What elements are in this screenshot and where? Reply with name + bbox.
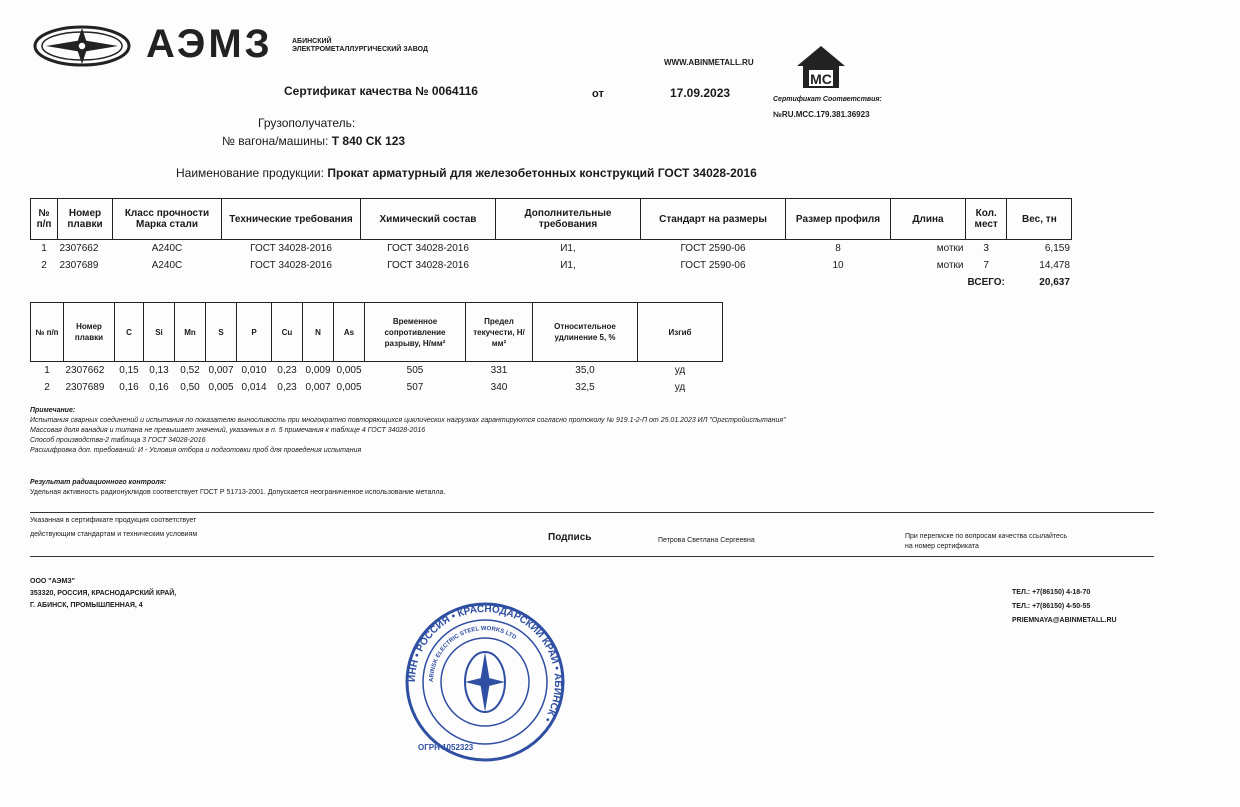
cell: 0,005	[208, 382, 234, 393]
cell: 0,014	[241, 382, 267, 393]
th-n: N	[303, 303, 334, 362]
certificate-title: Сертификат качества № 0064116	[284, 84, 478, 98]
cell: 7	[983, 260, 989, 271]
radiation-title: Результат радиационного контроля:	[30, 479, 167, 486]
cell: 2	[41, 260, 47, 271]
brand-subtitle: АБИНСКИЙ ЭЛЕКТРОМЕТАЛЛУРГИЧЕСКИЙ ЗАВОД	[292, 38, 428, 53]
footer-line: действующим стандартам и техническим условиям	[30, 531, 198, 538]
cell: 0,52	[180, 365, 200, 376]
cell: 0,50	[180, 382, 200, 393]
th-profile: Размер профиля	[786, 199, 891, 240]
cell: 0,010	[241, 365, 267, 376]
cell: 2307689	[65, 382, 105, 393]
cell: А240С	[151, 243, 183, 254]
wagon-label: № вагона/машины:	[222, 134, 329, 148]
th-bend: Изгиб	[638, 303, 723, 362]
conformity-number: №RU.МСС.179.381.36923	[773, 110, 870, 119]
phone[interactable]: ТЕЛ.: +7(86150) 4-18-70	[1012, 589, 1091, 596]
cell: 0,007	[208, 365, 234, 376]
cell: уд	[674, 382, 686, 393]
wagon-number: Т 840 СК 123	[331, 134, 406, 148]
cell: 331	[490, 365, 508, 376]
cell: 0,005	[336, 365, 362, 376]
cell: 340	[490, 382, 508, 393]
signature-label: Подпись	[548, 532, 592, 543]
cell: ГОСТ 34028-2016	[250, 243, 332, 254]
phone[interactable]: ТЕЛ.: +7(86150) 4-50-55	[1012, 603, 1091, 610]
cell: 0,007	[305, 382, 331, 393]
chemistry-table-header	[31, 303, 723, 362]
cell: 2307662	[65, 365, 105, 376]
cell: 0,005	[336, 382, 362, 393]
certificate-date: 17.09.2023	[670, 86, 731, 100]
cell: 0,16	[149, 382, 169, 393]
th-heat: Номер плавки	[58, 199, 113, 240]
cell: 3	[983, 243, 989, 254]
table-row	[31, 362, 723, 380]
footer-line: на номер сертификата	[905, 543, 979, 550]
footer-line: Указанная в сертификате продукция соответствует	[30, 517, 197, 524]
th-heat: Номер плавки	[64, 303, 115, 362]
cell: 0,16	[119, 382, 139, 393]
email[interactable]: PRIEMNAYA@ABINMETALL.RU	[1012, 617, 1117, 624]
cell: 2307662	[59, 243, 99, 254]
th-si: Si	[144, 303, 175, 362]
th-as: As	[334, 303, 365, 362]
contacts-block	[1012, 586, 1117, 628]
mcc-logo-text: МС	[810, 71, 832, 87]
cell: 32,5	[575, 382, 595, 393]
cell: уд	[674, 365, 686, 376]
note-line: Расшифровка доп. требований: И - Условия отбора и подготовки проб для проведения испытания	[30, 447, 362, 454]
cell: 0,009	[305, 365, 331, 376]
seal-inner-text: ABINSK ELECTRIC STEEL WORKS LTD	[428, 625, 518, 683]
cell: 505	[406, 365, 424, 376]
cell: 0,13	[149, 365, 169, 376]
cell: ГОСТ 2590-06	[680, 260, 746, 271]
cell: ГОСТ 34028-2016	[250, 260, 332, 271]
th-places: Кол. мест	[966, 199, 1007, 240]
table-row	[31, 379, 723, 396]
total-value: 20,637	[1039, 277, 1070, 288]
product-table-header	[31, 199, 1072, 240]
th-num: № п/п	[31, 199, 58, 240]
cell: ГОСТ 34028-2016	[387, 243, 469, 254]
footer-divider-bottom	[30, 556, 1154, 557]
th-weight: Вес, тн	[1007, 199, 1072, 240]
th-tensile: Временное сопротивление разрыву, Н/мм²	[365, 303, 466, 362]
cell: 2307689	[59, 260, 99, 271]
company-logo-emblem	[32, 24, 132, 68]
date-prefix: от	[592, 88, 604, 100]
seal-outer-text: ИНН • РОССИЯ • КРАСНОДАРСКИЙ КРАЙ • АБИНСК •	[406, 603, 564, 724]
cell: А240С	[151, 260, 183, 271]
total-label: ВСЕГО:	[967, 277, 1005, 288]
cell: 0,23	[277, 382, 297, 393]
notes-section	[30, 406, 1010, 456]
radiation-section	[30, 478, 445, 498]
company-seal	[398, 602, 572, 762]
cell: И1,	[560, 243, 576, 254]
cell: 0,23	[277, 365, 297, 376]
note-line: Массовая доля ванадия и титана не превышает значений, указанных в п. 5 примечания к таблице 4 ГОСТ 34028-2016	[30, 427, 426, 434]
th-elongation: Относительное удлинение 5, %	[533, 303, 638, 362]
th-cu: Cu	[272, 303, 303, 362]
note-line: Испытания сварных соединений и испытания по показателю выносливость при многократно повторяющихся циклических нагрузках гарантируются согласно протоколу № 919.1-2-П от 25.01.2023 ИЛ "Оргстройиспытания"	[30, 417, 786, 424]
product-name: Прокат арматурный для железобетонных конструкций ГОСТ 34028-2016	[327, 166, 757, 180]
cell: 0,15	[119, 365, 139, 376]
cell: 35,0	[575, 365, 595, 376]
org-address-line: 353320, РОССИЯ, КРАСНОДАРСКИЙ КРАЙ,	[30, 590, 177, 597]
chemistry-table	[30, 302, 723, 396]
consignee-label: Грузополучатель:	[258, 116, 356, 130]
cell: ГОСТ 2590-06	[680, 243, 746, 254]
table-row	[31, 240, 1072, 258]
cell: 6,159	[1044, 243, 1070, 254]
th-standard: Стандарт на размеры	[641, 199, 786, 240]
cell: 507	[406, 382, 424, 393]
product-label: Наименование продукции:	[176, 166, 324, 180]
wagon-line	[222, 134, 405, 148]
cell: мотки	[936, 260, 964, 271]
seal-ogrn-text: ОГРН 1052323	[418, 743, 474, 752]
product-table	[30, 198, 1072, 291]
th-tech: Технические требования	[222, 199, 361, 240]
cell: 10	[832, 260, 844, 271]
signer-name: Петрова Светлана Сергеевна	[658, 537, 755, 544]
cell: 2	[44, 382, 50, 393]
product-line	[176, 166, 757, 180]
org-address-line: Г. АБИНСК, ПРОМЫШЛЕННАЯ, 4	[30, 602, 143, 609]
table-total-row	[31, 274, 1072, 291]
website-url[interactable]: WWW.ABINMETALL.RU	[664, 58, 754, 67]
cell: 1	[41, 243, 47, 254]
th-mn: Mn	[175, 303, 206, 362]
table-row	[31, 257, 1072, 274]
footer-compliance	[30, 514, 197, 542]
th-p: P	[237, 303, 272, 362]
mcc-house-logo	[793, 44, 849, 90]
organization-address	[30, 576, 176, 612]
th-chem: Химический состав	[361, 199, 496, 240]
cell: 1	[44, 365, 50, 376]
footer-divider-top	[30, 512, 1154, 513]
th-s: S	[206, 303, 237, 362]
th-length: Длина	[891, 199, 966, 240]
radiation-text: Удельная активность радионуклидов соответствует ГОСТ Р 51713-2001. Допускается неограниченное использование металла.	[30, 489, 446, 496]
cell: 8	[835, 243, 841, 254]
note-line: Способ производства-2 таблица 3 ГОСТ 34028-2016	[30, 437, 206, 444]
th-class: Класс прочности Марка стали	[113, 199, 222, 240]
cell: 14,478	[1039, 260, 1070, 271]
conformity-label: Сертификат Соответствия:	[773, 96, 882, 103]
th-yield: Предел текучести, Н/мм²	[466, 303, 533, 362]
th-c: C	[115, 303, 144, 362]
brand-name: АЭМЗ	[146, 22, 273, 66]
th-extra: Дополнительные требования	[496, 199, 641, 240]
cell: мотки	[936, 243, 964, 254]
notes-title: Примечание:	[30, 407, 76, 414]
footer-reference-note	[905, 532, 1067, 552]
cell: И1,	[560, 260, 576, 271]
org-name: ООО "АЭМЗ"	[30, 578, 75, 585]
cell: ГОСТ 34028-2016	[387, 260, 469, 271]
th-num: № п/п	[31, 303, 64, 362]
footer-line: При переписке по вопросам качества ссылайтесь	[905, 533, 1068, 540]
